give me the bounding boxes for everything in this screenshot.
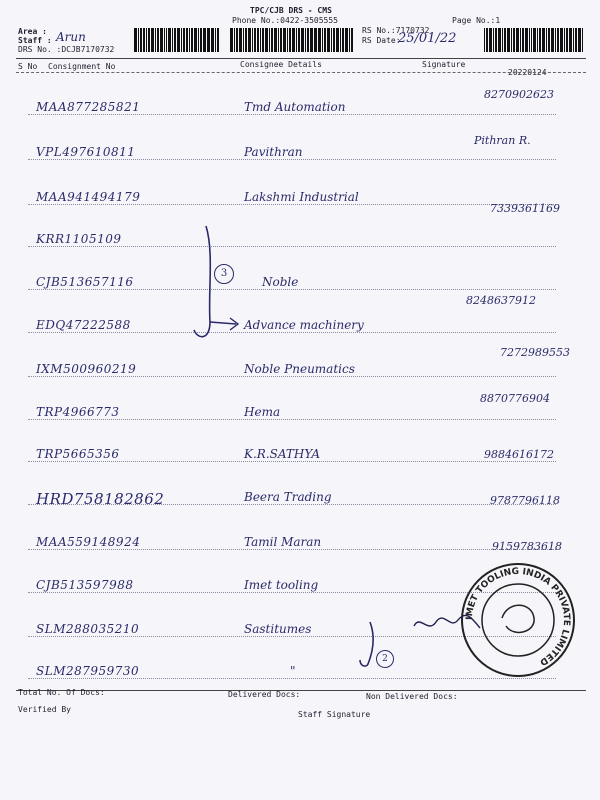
- rs-number: RS No.:7170732: [362, 26, 430, 35]
- barcode-bar: [531, 28, 533, 52]
- barcode-bar: [578, 28, 581, 52]
- barcode-bar: [217, 28, 219, 52]
- barcode-bar: [305, 28, 306, 52]
- barcode-left: [134, 28, 220, 52]
- consignee-name: Advance machinery: [244, 318, 364, 332]
- header-rule: [16, 58, 586, 59]
- staff-signature-label: Staff Signature: [298, 710, 371, 719]
- barcode-bar: [245, 28, 247, 52]
- barcode-bar: [248, 28, 251, 52]
- barcode-bar: [208, 28, 210, 52]
- consignment-number: CJB513657116: [36, 275, 134, 289]
- barcode-bar: [546, 28, 547, 52]
- row-underline: [28, 549, 556, 550]
- barcode-bar: [177, 28, 180, 52]
- barcode-bar: [198, 28, 199, 52]
- barcode-bar: [345, 28, 348, 52]
- barcode-bar: [548, 28, 550, 52]
- barcode-bar: [333, 28, 335, 52]
- barcode-bar: [157, 28, 159, 52]
- consignee-name: Hema: [244, 405, 281, 419]
- barcode-bar: [260, 28, 261, 52]
- consignee-name: Pavithran: [244, 145, 303, 159]
- columns-dashed-rule: [16, 72, 586, 73]
- consignee-name: Tmd Automation: [244, 100, 346, 114]
- consignee-name: Beera Trading: [244, 490, 332, 504]
- signature-note: 8248637912: [466, 294, 536, 307]
- barcode-right: [484, 28, 584, 52]
- barcode-bar: [520, 28, 521, 52]
- area-label: Area :: [18, 27, 47, 36]
- consignment-number: MAA877285821: [36, 100, 141, 114]
- barcode-bar: [151, 28, 154, 52]
- col-date-code: 20220124: [508, 68, 547, 77]
- col-consignment: Consignment No: [48, 62, 116, 71]
- barcode-bar: [239, 28, 242, 52]
- barcode-bar: [278, 28, 279, 52]
- barcode-bar: [314, 28, 315, 52]
- total-docs-label: Total No. Of Docs:: [18, 688, 105, 697]
- barcode-bar: [200, 28, 202, 52]
- consignment-number: KRR1105109: [36, 232, 122, 246]
- barcode-bar: [349, 28, 350, 52]
- col-signature: Signature: [422, 60, 466, 69]
- row-underline: [28, 159, 556, 160]
- barcode-bar: [560, 28, 563, 52]
- barcode-bar: [522, 28, 524, 52]
- consignee-name: K.R.SATHYA: [244, 447, 320, 461]
- barcode-bar: [336, 28, 339, 52]
- barcode-bar: [160, 28, 163, 52]
- barcode-bar: [324, 28, 326, 52]
- barcode-bar: [186, 28, 189, 52]
- barcode-bar: [164, 28, 165, 52]
- row-underline: [28, 332, 556, 333]
- signature-note: 7339361169: [490, 202, 560, 215]
- barcode-bar: [280, 28, 282, 52]
- non-delivered-docs-label: Non Delivered Docs:: [366, 692, 458, 701]
- barcode-bar: [155, 28, 156, 52]
- barcode-bar: [513, 28, 515, 52]
- signature-note: 7272989553: [500, 346, 570, 359]
- consignee-name: Noble Pneumatics: [244, 362, 355, 376]
- barcode-bar: [342, 28, 344, 52]
- barcode-bar: [539, 28, 541, 52]
- barcode-bar: [143, 28, 146, 52]
- consignee-name: ": [290, 664, 296, 678]
- row-underline: [28, 461, 556, 462]
- barcode-bar: [215, 28, 216, 52]
- barcode-bar: [310, 28, 313, 52]
- barcode-bar: [582, 28, 583, 52]
- signature-note: 9884616172: [484, 448, 554, 461]
- consignee-name: Tamil Maran: [244, 535, 322, 549]
- barcode-bar: [511, 28, 512, 52]
- signature-note: 8270902623: [484, 88, 554, 101]
- signature-note: 8870776904: [480, 392, 550, 405]
- barcode-bar: [287, 28, 288, 52]
- barcode-bar: [537, 28, 538, 52]
- barcode-bar: [502, 28, 503, 52]
- barcode-bar: [322, 28, 323, 52]
- group-bracket-3: [180, 222, 250, 352]
- row-underline: [28, 114, 556, 115]
- consignment-number: EDQ47222588: [36, 318, 131, 332]
- barcode-bar: [551, 28, 554, 52]
- barcode-bar: [148, 28, 150, 52]
- barcode-bar: [327, 28, 330, 52]
- barcode-bar: [351, 28, 353, 52]
- verified-by-label: Verified By: [18, 705, 71, 714]
- consignee-name: Noble: [262, 275, 299, 289]
- barcode-bar: [486, 28, 488, 52]
- col-consignee: Consignee Details: [240, 60, 322, 69]
- barcode-bar: [555, 28, 556, 52]
- barcode-bar: [274, 28, 277, 52]
- row-underline: [28, 204, 556, 205]
- barcode-bar: [493, 28, 494, 52]
- barcode-bar: [140, 28, 142, 52]
- barcode-bar: [307, 28, 309, 52]
- consignment-number: MAA559148924: [36, 535, 141, 549]
- barcode-bar: [243, 28, 244, 52]
- page-number: Page No.:1: [452, 16, 501, 25]
- barcode-bar: [146, 28, 147, 52]
- barcode-bar: [257, 28, 260, 52]
- barcode-bar: [183, 28, 185, 52]
- barcode-bar: [557, 28, 559, 52]
- drs-number: DRS No. :DCJB7170732: [18, 45, 115, 54]
- rs-date-label: RS Date:: [362, 36, 401, 45]
- group-count-2: 2: [376, 650, 394, 668]
- barcode-bar: [498, 28, 501, 52]
- barcode-bar: [189, 28, 190, 52]
- consignment-number: VPL497610811: [36, 145, 136, 159]
- barcode-bar: [495, 28, 497, 52]
- barcode-bar: [283, 28, 286, 52]
- barcode-bar: [566, 28, 568, 52]
- staff-label: Staff :: [18, 36, 52, 45]
- barcode-bar: [573, 28, 574, 52]
- barcode-bar: [168, 28, 171, 52]
- barcode-bar: [507, 28, 510, 52]
- barcode-bar: [181, 28, 182, 52]
- barcode-bar: [174, 28, 176, 52]
- consignment-number: SLM287959730: [36, 664, 140, 678]
- group-count-3: 3: [214, 264, 234, 284]
- barcode-bar: [262, 28, 264, 52]
- phone-number: Phone No.:0422-3505555: [232, 16, 338, 25]
- consignee-name: Sastitumes: [244, 622, 312, 636]
- barcode-bar: [134, 28, 137, 52]
- row-underline: [28, 376, 556, 377]
- consignment-number: MAA941494179: [36, 190, 141, 204]
- signature-note: Pithran R.: [474, 134, 531, 147]
- barcode-bar: [138, 28, 139, 52]
- barcode-bar: [191, 28, 193, 52]
- barcode-bar: [296, 28, 297, 52]
- row-underline: [28, 246, 556, 247]
- signature-note: 9787796118: [490, 494, 560, 507]
- consignment-number: SLM288035210: [36, 622, 140, 636]
- barcode-bar: [172, 28, 173, 52]
- barcode-bar: [504, 28, 506, 52]
- barcode-bar: [271, 28, 273, 52]
- barcode-bar: [516, 28, 519, 52]
- barcode-bar: [318, 28, 321, 52]
- barcode-center: [230, 28, 354, 52]
- barcode-bar: [230, 28, 233, 52]
- signature-mark-row13: [410, 610, 490, 638]
- barcode-bar: [484, 28, 485, 52]
- barcode-bar: [569, 28, 572, 52]
- rs-date-value: 25/01/22: [398, 31, 457, 46]
- barcode-bar: [298, 28, 300, 52]
- row-underline: [28, 419, 556, 420]
- consignment-number: CJB513597988: [36, 578, 134, 592]
- barcode-bar: [269, 28, 270, 52]
- barcode-bar: [211, 28, 214, 52]
- barcode-bar: [533, 28, 536, 52]
- barcode-bar: [575, 28, 577, 52]
- barcode-bar: [234, 28, 235, 52]
- barcode-bar: [254, 28, 256, 52]
- col-sno: S No: [18, 62, 38, 71]
- consignee-name: Lakshmi Industrial: [244, 190, 359, 204]
- barcode-bar: [292, 28, 295, 52]
- barcode-bar: [542, 28, 545, 52]
- barcode-bar: [166, 28, 168, 52]
- staff-name: Arun: [56, 30, 86, 44]
- consignment-number: TRP4966773: [36, 405, 120, 419]
- barcode-bar: [564, 28, 565, 52]
- doc-title: TPC/CJB DRS - CMS: [250, 6, 332, 15]
- delivered-docs-label: Delivered Docs:: [228, 690, 301, 699]
- barcode-bar: [194, 28, 197, 52]
- barcode-bar: [252, 28, 253, 52]
- barcode-bar: [301, 28, 304, 52]
- barcode-bar: [236, 28, 238, 52]
- barcode-bar: [207, 28, 208, 52]
- barcode-bar: [525, 28, 528, 52]
- consignment-number: TRP5665356: [36, 447, 120, 461]
- barcode-bar: [489, 28, 492, 52]
- barcode-bar: [289, 28, 291, 52]
- barcode-bar: [203, 28, 206, 52]
- barcode-bar: [529, 28, 530, 52]
- barcode-bar: [315, 28, 317, 52]
- consignment-number: IXM500960219: [36, 362, 137, 376]
- stamp-ring-text: IMET TOOLING INDIA PRIVATE LIMITED: [464, 566, 572, 667]
- row-underline: [28, 289, 556, 290]
- signature-note: 9159783618: [492, 540, 562, 553]
- barcode-bar: [265, 28, 268, 52]
- barcode-bar: [340, 28, 341, 52]
- barcode-bar: [331, 28, 332, 52]
- consignment-number: HRD758182862: [36, 490, 165, 508]
- consignee-name: Imet tooling: [244, 578, 319, 592]
